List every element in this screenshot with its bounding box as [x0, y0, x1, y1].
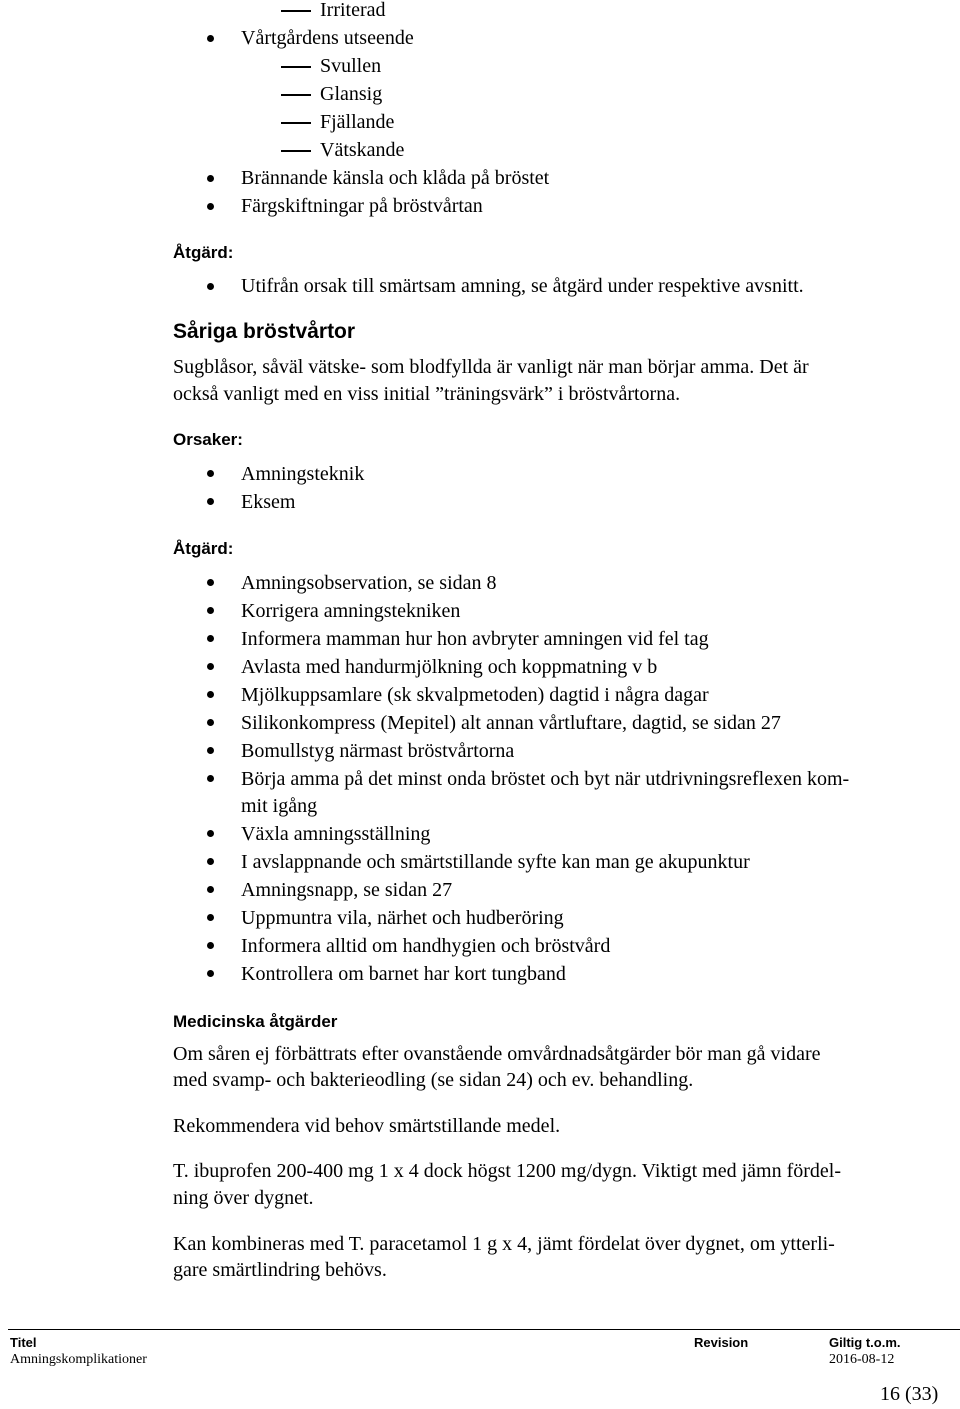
paragraph-line: T. ibuprofen 200-400 mg 1 x 4 dock högst 1200 mg/dygn. Viktigt med jämn fördel-	[173, 1160, 841, 1182]
list-item: Informera alltid om handhygien och bröstvård	[241, 935, 611, 957]
bullet-marker	[207, 970, 214, 977]
bullet-marker	[207, 775, 214, 782]
section-label: Orsaker:	[173, 430, 243, 449]
footer-giltig-label: Giltig t.o.m.	[829, 1335, 901, 1350]
footer-giltig-value: 2016-08-12	[829, 1352, 895, 1367]
list-item: Växla amningsställning	[241, 823, 431, 845]
list-item: Börja amma på det minst onda bröstet och byt när utdrivningsreflexen kom-	[241, 768, 850, 790]
bullet-marker	[207, 498, 214, 505]
dash-marker	[281, 94, 311, 96]
list-item: Informera mamman hur hon avbryter amningen vid fel tag	[241, 628, 709, 650]
bullet-marker	[207, 691, 214, 698]
paragraph-line: ning över dygnet.	[173, 1187, 314, 1209]
section-heading: Såriga bröstvårtor	[173, 320, 356, 343]
page-number: 16 (33)	[880, 1383, 939, 1405]
bullet-marker	[207, 747, 214, 754]
paragraph-line: Rekommendera vid behov smärtstillande medel.	[173, 1115, 561, 1137]
paragraph-line: Sugblåsor, såväl vätske- som blodfyllda är vanligt när man börjar amma. Det är	[173, 356, 809, 378]
list-item: Amningsobservation, se sidan 8	[241, 572, 497, 594]
footer-titel-value: Amningskomplikationer	[10, 1352, 147, 1367]
list-item: Vätskande	[320, 139, 405, 161]
section-label: Åtgärd:	[173, 539, 234, 558]
list-item: Eksem	[241, 491, 296, 513]
dash-marker	[281, 122, 311, 124]
bullet-marker	[207, 635, 214, 642]
list-item: Vårtgårdens utseende	[241, 27, 414, 49]
bullet-marker	[207, 858, 214, 865]
list-item-continuation: mit igång	[241, 795, 318, 817]
paragraph-line: Om såren ej förbättrats efter ovanstående omvårdnadsåtgärder bör man gå vidare	[173, 1043, 821, 1065]
list-item: Korrigera amningstekniken	[241, 600, 461, 622]
bullet-marker	[207, 175, 214, 182]
list-item: Glansig	[320, 83, 383, 105]
list-item: I avslappnande och smärtstillande syfte kan man ge akupunktur	[241, 851, 750, 873]
list-item: Amningsnapp, se sidan 27	[241, 879, 453, 901]
list-item: Fjällande	[320, 111, 395, 133]
list-item: Kontrollera om barnet har kort tungband	[241, 963, 566, 985]
list-item: Silikonkompress (Mepitel) alt annan vårtluftare, dagtid, se sidan 27	[241, 712, 781, 734]
bullet-marker	[207, 663, 214, 670]
dash-marker	[281, 66, 311, 68]
bullet-marker	[207, 470, 214, 477]
paragraph-line: med svamp- och bakterieodling (se sidan 24) och ev. behandling.	[173, 1069, 694, 1091]
list-item: Utifrån orsak till smärtsam amning, se åtgärd under respektive avsnitt.	[241, 275, 804, 297]
list-item: Amningsteknik	[241, 463, 365, 485]
list-item: Uppmuntra vila, närhet och hudberöring	[241, 907, 564, 929]
list-item: Brännande känsla och klåda på bröstet	[241, 167, 550, 189]
list-item: Bomullstyg närmast bröstvårtorna	[241, 740, 515, 762]
bullet-marker	[207, 830, 214, 837]
list-item: Avlasta med handurmjölkning och koppmatning v b	[241, 656, 658, 678]
paragraph-line: också vanligt med en viss initial ”träningsvärk” i bröstvårtorna.	[173, 383, 681, 405]
dash-marker	[281, 10, 311, 12]
footer-titel-label: Titel	[10, 1335, 37, 1350]
section-heading: Medicinska åtgärder	[173, 1012, 338, 1031]
list-item: Färgskiftningar på bröstvårtan	[241, 195, 483, 217]
bullet-marker	[207, 886, 214, 893]
bullet-marker	[207, 35, 214, 42]
dash-marker	[281, 150, 311, 152]
paragraph-line: gare smärtlindring behövs.	[173, 1259, 387, 1281]
list-item: Irriterad	[320, 0, 386, 21]
bullet-marker	[207, 719, 214, 726]
section-label: Åtgärd:	[173, 243, 234, 262]
footer-revision-label: Revision	[694, 1335, 749, 1350]
bullet-marker	[207, 283, 214, 290]
list-item: Mjölkuppsamlare (sk skvalpmetoden) dagtid i några dagar	[241, 684, 709, 706]
footer-divider	[8, 1329, 960, 1330]
paragraph-line: Kan kombineras med T. paracetamol 1 g x 4, jämt fördelat över dygnet, om ytterli-	[173, 1233, 835, 1255]
bullet-marker	[207, 203, 214, 210]
bullet-marker	[207, 942, 214, 949]
bullet-marker	[207, 579, 214, 586]
bullet-marker	[207, 607, 214, 614]
list-item: Svullen	[320, 55, 382, 77]
bullet-marker	[207, 914, 214, 921]
